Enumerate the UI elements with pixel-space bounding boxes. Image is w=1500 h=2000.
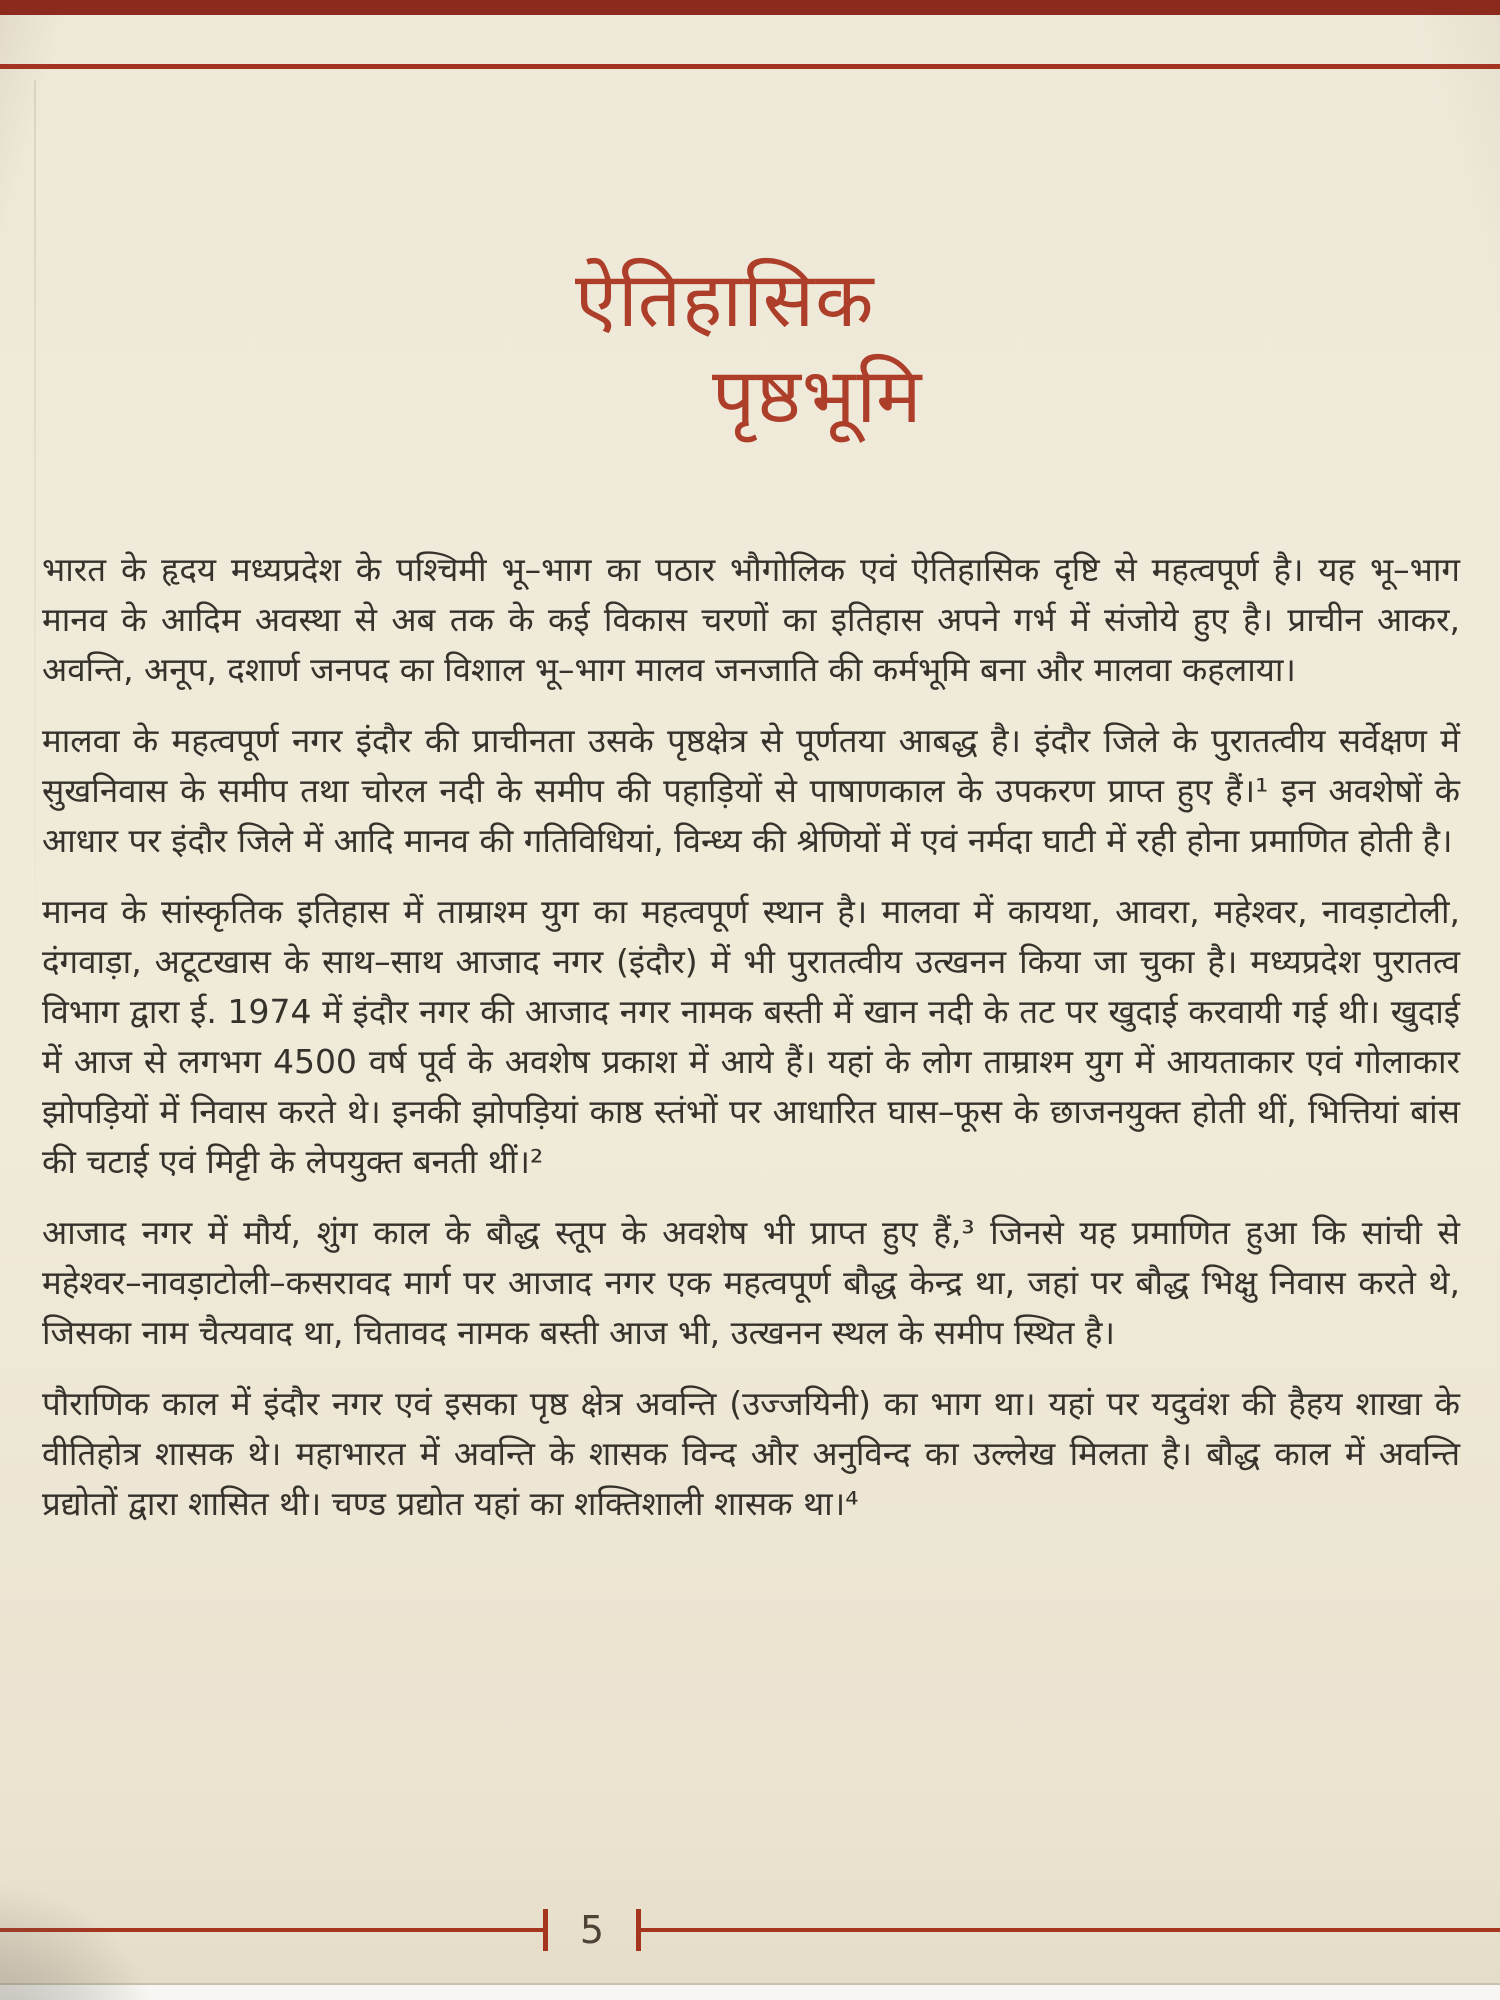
page-number: 5 [579, 1908, 605, 1952]
top-horizontal-rule [0, 64, 1500, 69]
paragraph-1: भारत के हृदय मध्यप्रदेश के पश्चिमी भू–भाग का पठार भौगोलिक एवं ऐतिहासिक दृष्टि से महत्वपूर्ण है। यह भू–भाग मानव के आदिम अवस्था से अब तक के कई विकास चरणों का इतिहास अपने गर्भ में संजोये हुए है। प्राचीन आकर, अवन्ति, अनूप, दशार्ण जनपद का विशाल भू–भाग मालव जनजाति की कर्मभूमि बना और मालवा कहलाया। [42, 550, 1460, 689]
page-footer [0, 1906, 1500, 1954]
paragraph-5: पौराणिक काल में इंदौर नगर एवं इसका पृष्ठ क्षेत्र अवन्ति (उज्जयिनी) का भाग था। यहां पर यदुवंश की हैहय शाखा के वीतिहोत्र शासक थे। महाभारत में अवन्ति के शासक विन्द और अनुविन्द का उल्लेख मिलता है। बौद्ध काल में अवन्ति प्रद्योतों द्वारा शासित थी। चण्ड प्रद्योत यहां का शक्तिशाली शासक था।⁴ [42, 1384, 1460, 1523]
scan-bottom-edge [0, 1983, 1500, 2000]
chapter-title-line2: पृष्ठभूमि [712, 351, 923, 440]
paragraph-3: मानव के सांस्कृतिक इतिहास में ताम्राश्म युग का महत्वपूर्ण स्थान है। मालवा में कायथा, आवरा, महेश्वर, नावड़ाटोली, दंगवाड़ा, अटूटखास के साथ–साथ आजाद नगर (इंदौर) में भी पुरातत्वीय उत्खनन किया जा चुका है। मध्यप्रदेश पुरातत्व विभाग द्वारा ई. 1974 में इंदौर नगर की आजाद नगर नामक बस्ती में खान नदी के तट पर खुदाई करवायी गई थी। खुदाई में आज से लगभग 4500 वर्ष पूर्व के अवशेष प्रकाश में आये हैं। यहां के लोग ताम्राश्म युग में आयताकार एवं गोलाकार झोपड़ियों में निवास करते थे। इनकी झोपड़ियां काष्ठ स्तंभों पर आधारित घास–फूस के छाजनयुक्त होती थीं, भित्तियां बांस की चटाई एवं मिट्टी के लेपयुक्त बनती थीं।² [42, 892, 1460, 1181]
footer-rule-left [0, 1928, 543, 1932]
top-border-bar [0, 0, 1500, 15]
chapter-title [0, 252, 1500, 444]
chapter-title-line1: ऐतिहासिक [575, 255, 875, 344]
paragraph-2: मालवा के महत्वपूर्ण नगर इंदौर की प्राचीनता उसके पृष्ठक्षेत्र से पूर्णतया आबद्ध है। इंदौर जिले के पुरातत्वीय सर्वेक्षण में सुखनिवास के समीप तथा चोरल नदी के समीप की पहाड़ियों से पाषाणकाल के उपकरण प्राप्त हुए हैं।¹ इन अवशेषों के आधार पर इंदौर जिले में आदि मानव की गतिविधियां, विन्ध्य की श्रेणियों में एवं नर्मदा घाटी में रही होना प्रमाणित होती है। [42, 721, 1460, 860]
body-text [42, 545, 1460, 1550]
footer-rule-right [641, 1928, 1500, 1932]
paragraph-4: आजाद नगर में मौर्य, शुंग काल के बौद्ध स्तूप के अवशेष भी प्राप्त हुए हैं,³ जिनसे यह प्रमाणित हुआ कि सांची से महेश्वर–नावड़ाटोली–कसरावद मार्ग पर आजाद नगर एक महत्वपूर्ण बौद्ध केन्द्र था, जहां पर बौद्ध भिक्षु निवास करते थे, जिसका नाम चैत्यवाद था, चितावद नामक बस्ती आज भी, उत्खनन स्थल के समीप स्थित है। [42, 1213, 1460, 1352]
